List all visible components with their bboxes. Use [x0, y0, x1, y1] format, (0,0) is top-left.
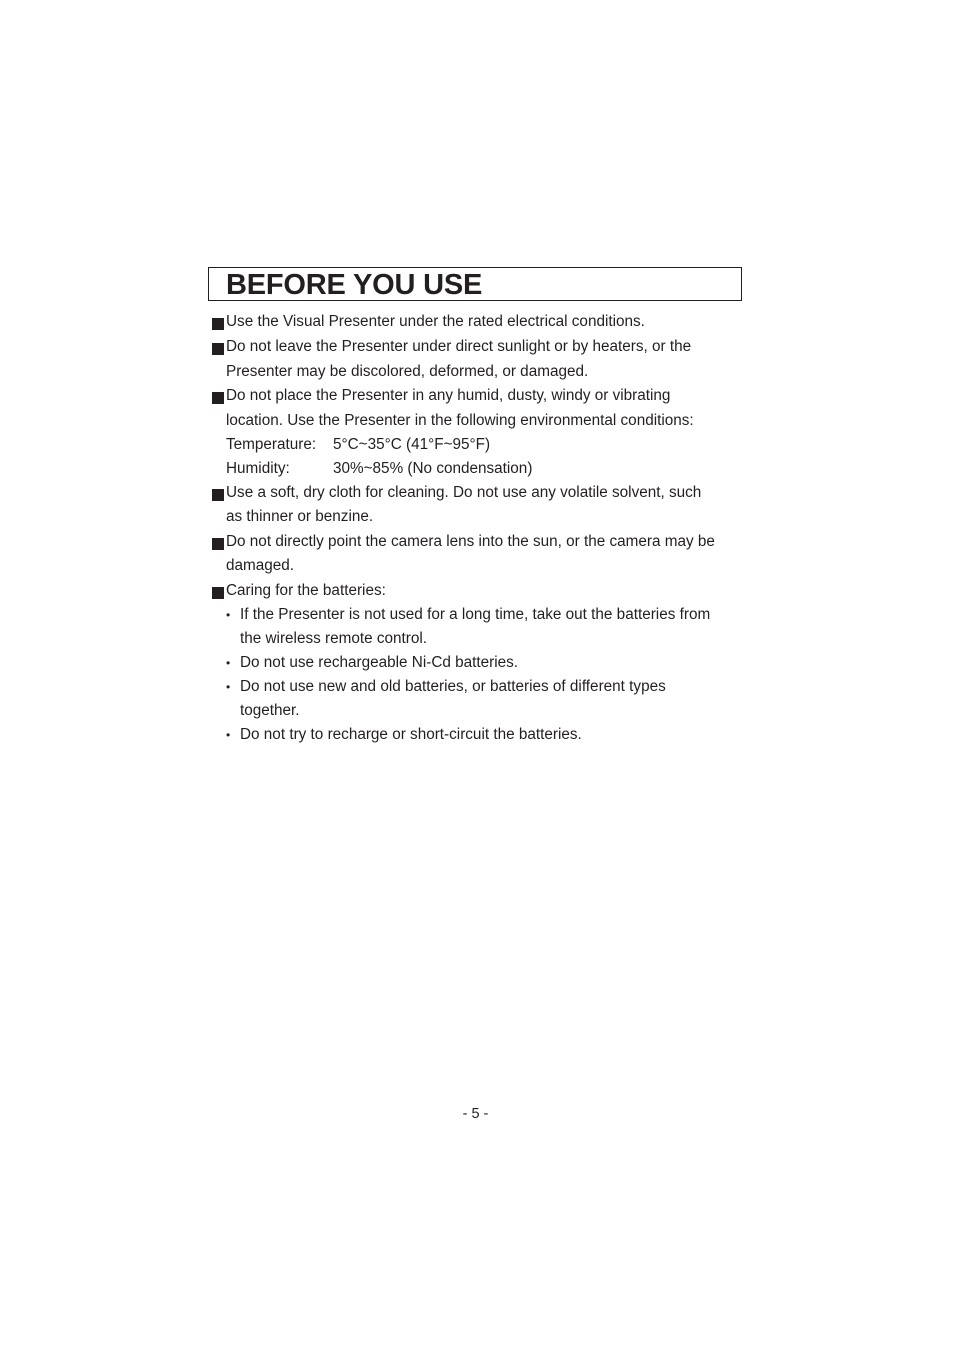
dot-bullet-icon: • [226, 728, 231, 742]
list-item-text: location. Use the Presenter in the following environmental conditions: [226, 412, 694, 429]
square-bullet-icon [212, 587, 224, 599]
list-item-text: Caring for the batteries: [226, 582, 386, 599]
temperature-label: Temperature: [226, 436, 317, 453]
dot-bullet-icon: • [226, 608, 231, 622]
sub-list-item-text: together. [240, 702, 300, 719]
page-title: BEFORE YOU USE [226, 269, 483, 301]
humidity-label: Humidity: [226, 460, 290, 477]
sub-list-item-text: Do not use rechargeable Ni-Cd batteries. [240, 654, 519, 671]
sub-list-item-text: If the Presenter is not used for a long time, take out the batteries from [240, 606, 711, 623]
dot-bullet-icon: • [226, 680, 231, 694]
list-item-text: Presenter may be discolored, deformed, or damaged. [226, 363, 589, 380]
list-item-text: Do not leave the Presenter under direct sunlight or by heaters, or the [226, 338, 692, 355]
section-header [208, 267, 742, 301]
page-number: - 5 - [462, 1106, 489, 1122]
list-item-text: as thinner or benzine. [226, 508, 374, 525]
temperature-value: 5°C~35°C (41°F~95°F) [333, 436, 491, 453]
sub-list-item-text: Do not try to recharge or short-circuit the batteries. [240, 726, 582, 743]
list-item-text: Use the Visual Presenter under the rated electrical conditions. [226, 313, 645, 330]
square-bullet-icon [212, 489, 224, 501]
list-item-text: Do not place the Presenter in any humid, dusty, windy or vibrating [226, 387, 671, 404]
square-bullet-icon [212, 318, 224, 330]
square-bullet-icon [212, 538, 224, 550]
list-item-text: damaged. [226, 557, 295, 574]
square-bullet-icon [212, 343, 224, 355]
sub-list-item-text: the wireless remote control. [240, 630, 428, 647]
humidity-value: 30%~85% (No condensation) [333, 460, 533, 477]
list-item-text: Use a soft, dry cloth for cleaning. Do not use any volatile solvent, such [226, 484, 702, 501]
dot-bullet-icon: • [226, 656, 231, 670]
sub-list-item-text: Do not use new and old batteries, or batteries of different types [240, 678, 666, 695]
square-bullet-icon [212, 392, 224, 404]
list-item-text: Do not directly point the camera lens into the sun, or the camera may be [226, 533, 715, 550]
